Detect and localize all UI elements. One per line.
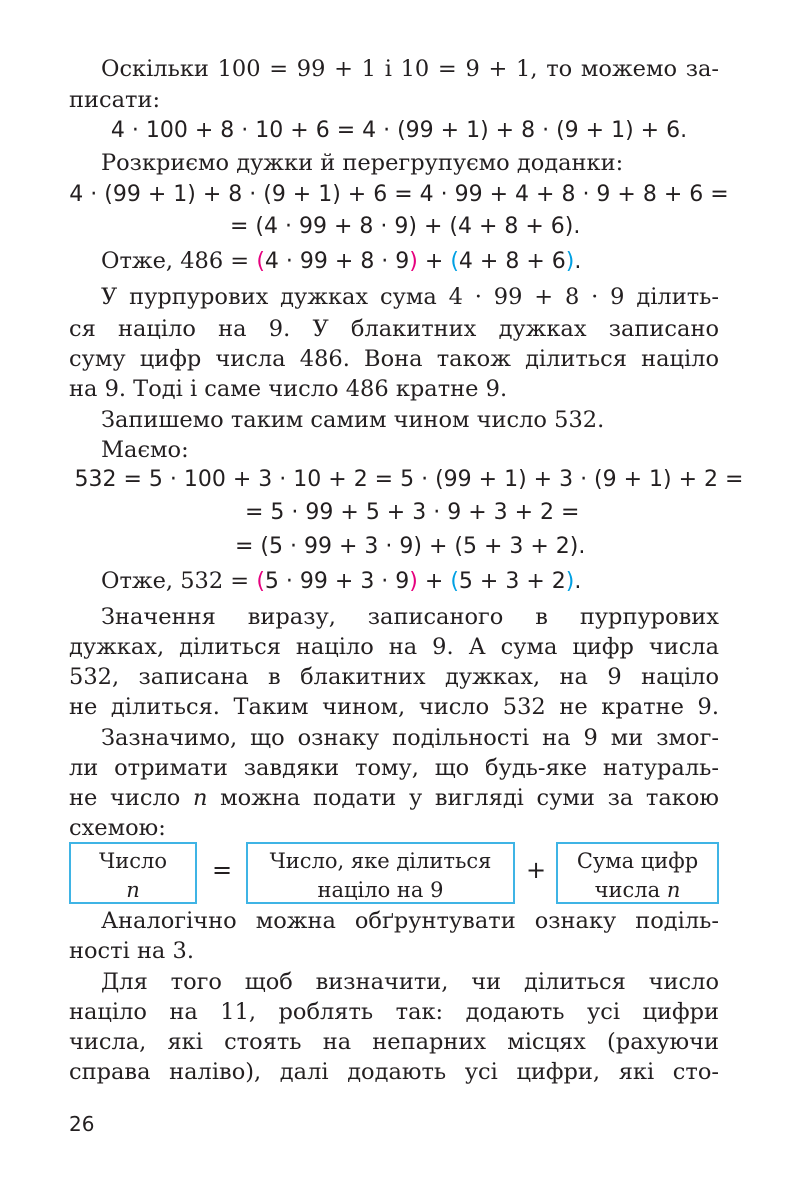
equation: = 5 · 99 + 5 + 3 · 9 + 3 + 2 = — [245, 500, 580, 525]
text-line: ності на 3. — [69, 938, 194, 964]
equation: 532 = 5 · 100 + 3 · 10 + 2 = 5 · (99 + 1) + 3 · (9 + 1) + 2 = — [74, 467, 744, 492]
variable-n: n — [193, 785, 208, 811]
box-label: Сума цифр — [576, 849, 699, 873]
text-line: Значення виразу, записаного в пурпурових — [101, 604, 719, 630]
text-line: числа, які стоять на непарних місцях (рахуючи — [69, 1029, 719, 1055]
text-line: на 9. Тоді і саме число 486 кратне 9. — [69, 376, 508, 402]
plus-sign: + — [526, 856, 547, 884]
magenta-bracket: ) — [409, 569, 418, 594]
box-label: націло на 9 — [317, 878, 444, 902]
box-label: числа — [594, 878, 667, 902]
text-line: Маємо: — [101, 437, 189, 463]
text-line: писати: — [69, 87, 161, 113]
text-line: Для того щоб визначити, чи ділиться число — [101, 969, 719, 995]
scheme-box-number — [69, 842, 197, 904]
text-span: Отже, 532 = — [101, 568, 257, 594]
equation: = (4 · 99 + 8 · 9) + (4 + 8 + 6). — [230, 214, 581, 239]
box-label: Число — [99, 849, 167, 873]
scheme-box-divisible — [246, 842, 515, 904]
text-span: можна подати у вигляді суми за такою — [207, 785, 719, 811]
text-span: . — [574, 569, 582, 594]
text-line: ся націло на 9. У блакитних дужках записано — [69, 316, 719, 342]
text-span: 4 + 8 + 6 — [458, 249, 566, 274]
text-line: 532, записана в блакитних дужках, на 9 націло — [69, 664, 719, 690]
text-span: + — [417, 249, 451, 274]
conclusion-line — [101, 565, 719, 597]
text-line: ли отримати завдяки тому, що будь-яке натураль- — [69, 755, 719, 781]
text-line: Розкриємо дужки й перегрупуємо доданки: — [101, 150, 624, 176]
cyan-bracket: ) — [565, 249, 575, 274]
text-line: націло на 11, роблять так: додають усі цифри — [69, 999, 719, 1025]
variable-n: n — [126, 878, 140, 902]
cyan-bracket: ( — [450, 569, 459, 594]
text-span: не число — [69, 785, 193, 811]
text-line: Зазначимо, що ознаку подільності на 9 ми змог- — [101, 725, 719, 751]
box-label: Число, яке ділиться — [269, 849, 492, 873]
cyan-bracket: ) — [565, 569, 575, 594]
conclusion-line — [101, 245, 719, 277]
text-line: схемою: — [69, 815, 166, 841]
page-number: 26 — [69, 1112, 95, 1136]
text-span: . — [574, 249, 582, 274]
text-line: Аналогічно можна обґрунтувати ознаку поділь- — [101, 908, 719, 934]
text-line: не ділиться. Таким чином, число 532 не кратне 9. — [69, 694, 719, 720]
text-line — [69, 782, 719, 814]
text-span: 5 + 3 + 2 — [458, 569, 566, 594]
text-line: Запишемо таким самим чином число 532. — [101, 407, 605, 433]
magenta-bracket: ) — [409, 249, 418, 274]
equation: = (5 · 99 + 3 · 9) + (5 + 3 + 2). — [235, 534, 586, 559]
scheme-box-digit-sum — [556, 842, 719, 904]
equation: 4 · 100 + 8 · 10 + 6 = 4 · (99 + 1) + 8 · (9 + 1) + 6. — [110, 118, 688, 143]
text-line: суму цифр числа 486. Вона також ділиться націло — [69, 346, 719, 372]
text-line: справа наліво), далі додають усі цифри, які сто- — [69, 1059, 719, 1085]
equals-sign: = — [212, 856, 233, 884]
text-span: 5 · 99 + 3 · 9 — [264, 569, 410, 594]
magenta-bracket: ( — [256, 249, 265, 274]
variable-n: n — [666, 878, 681, 902]
text-span: Отже, 486 = — [101, 248, 257, 274]
text-line: Оскільки 100 = 99 + 1 і 10 = 9 + 1, то можемо за- — [101, 56, 719, 82]
equation: 4 · (99 + 1) + 8 · (9 + 1) + 6 = 4 · 99 + 4 + 8 · 9 + 8 + 6 = — [69, 182, 729, 207]
text-span: 4 · 99 + 8 · 9 — [264, 249, 410, 274]
text-span: + — [417, 569, 451, 594]
text-line: У пурпурових дужках сума 4 · 99 + 8 · 9 ділить- — [101, 284, 719, 310]
cyan-bracket: ( — [450, 249, 459, 274]
text-line: дужках, ділиться націло на 9. А сума цифр числа — [69, 634, 719, 660]
magenta-bracket: ( — [256, 569, 265, 594]
